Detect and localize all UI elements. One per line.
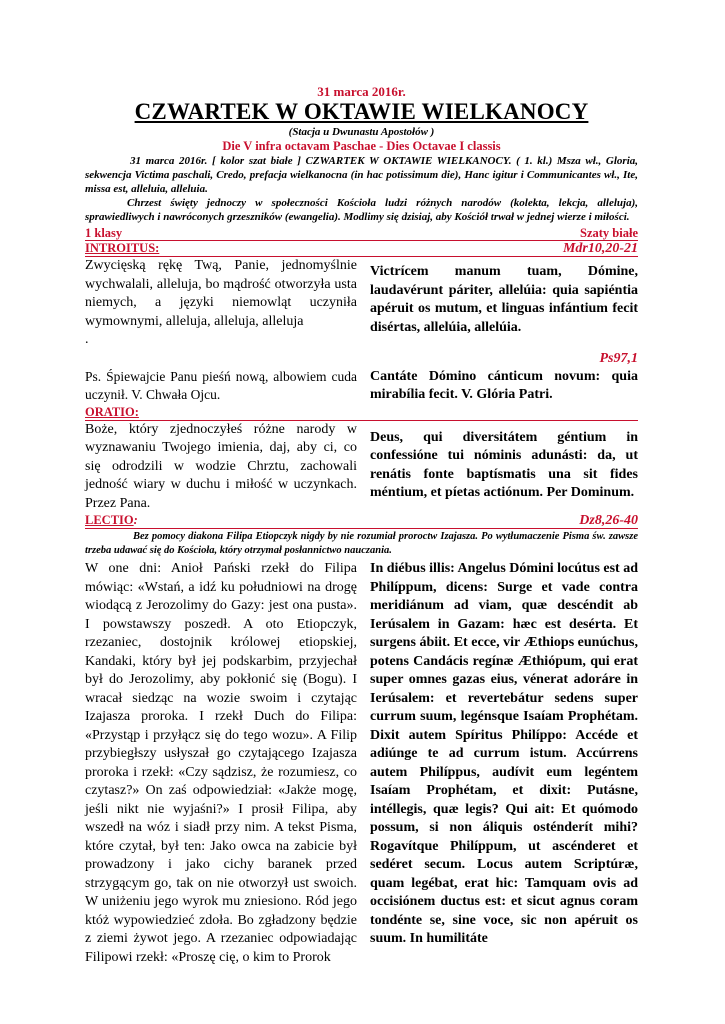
oratio-label: ORATIO: [85,404,139,419]
introitus-reference: Mdr10,20-21 [562,241,638,256]
psalm-reference: Ps97,1 [599,350,638,366]
introitus-latin [370,257,638,350]
lectio-label-text: LECTIO [85,513,134,527]
oratio-header [85,405,638,421]
class-row [85,226,638,241]
page-title: CZWARTEK W OKTAWIE WIELKANOCY [134,99,589,124]
page-date: 31 marca 2016r. [317,84,406,99]
introitus-polish-dot: . [85,332,89,347]
oratio-columns [85,421,638,514]
oratio-polish: Boże, który zjednoczyłeś różne narody w wyznawaniu Twojego imienia, daj, aby ci, co się odrodzili w wodzie Chrztu, zachowali jedność wiary w duchu i miłość w uczynkach. Przez Pana. [85,421,357,511]
introitus-polish-text: Zwycięską rękę Twą, Panie, jednomyślnie wychwalali, alleluja, bo mądrość otworzyła usta niemych, a języki niemowląt uczyniła wymownymi, alleluja, alleluja, alleluja [85,258,357,329]
lectio-polish: W one dni: Anioł Pański rzekł do Filipa mówiąc: «Wstań, a idź ku południowi na drogę wiodącą z Jerozolimy do Gazy: jest ona pusta». I powstawszy poszedł. A oto Etiopczyk, rzezaniec, dostojnik królowej etiopskiej, Kandaki, który był jej podskarbim, przyjechał był do Jerozolimy, aby pokłonić się (Bogu). I wracał siedząc na wozie swoim i czytając Izajasza proroka. I rzekł Duch do Filipa: «Przystąp i przyłącz się do tego wozu». A Filip przybiegłszy usłyszał go czytającego Izajasza proroka i rzekł: «Czy sądzisz, że rozumiesz, co czytasz?» On zaś odpowiedział: «Jakże mogę, jeśli nikt nie wyjaśni?» I prosił Filipa, aby wszedł na wóz i siadł przy nim. A tekst Pisma, które czytał, był ten: Jako owca na zabicie był prowadzony i jako cichy baranek przed strzygącym go, tak on nie otworzył ust swoich. W uniżeniu jego wyrok mu zniesiono. Ród jego któż wypowiedzieć zdoła. Bo zgładzony będzie z ziemi żywot jego. A rzezaniec odpowiadając Filipowi rzekł: «Proszę cię, o kim to Prorok [85,561,357,965]
introitus-latin-text: Victrícem manum tuam, Dómine, laudavérunt páriter, allelúia: quia sapiéntia apéruit os mutum, et linguas infántium fecit disértas, allelúia, allelúia. [370,264,638,335]
lectio-columns [85,560,638,967]
lectio-label-colon: : [133,513,138,527]
lectio-reference: Dz8,26-40 [579,513,638,528]
station-line: (Stacja u Dwunastu Apostołów ) [288,126,435,138]
lectio-label [85,513,138,528]
psalm-columns [85,368,638,405]
intro-commentary: Chrzest święty jednoczy w społeczności Kościoła ludzi różnych narodów (kolekta, lekcja, alleluja), sprawiedliwych i nawróconych grzeszników (ewangelia). Modlimy się dzisiaj, aby Kościół trwał w jednej wierze i miłości. [85,197,638,223]
introitus-polish [85,257,357,350]
intro-rubric: 31 marca 2016r. [ kolor szat białe ] CZWARTEK W OKTAWIE WIELKANOCY. ( 1. kl.) Msza wł., Gloria, sekwencja Victima paschali, Credo, prefacja wielkanocna (in hac potissimum die), Hanc igitur i Communicantes wł., Ite, missa est, alleluia, alleluia. [85,155,638,195]
introitus-columns [85,257,638,350]
lectio-note: Bez pomocy diakona Filipa Etiopczyk nigdy by nie rozumiał proroctw Izajasza. Po wytłumaczenie Pisma św. zawsze trzeba udawać się do Kościoła, który otrzymał posłannictwo nauczania. [85,531,638,556]
introitus-label: INTROITUS: [85,241,160,255]
psalm-polish: Ps. Śpiewajcie Panu pieśń nową, albowiem cuda uczynił. V. Chwała Ojcu. [85,368,357,402]
missal-page [85,84,638,967]
introitus-header [85,241,638,257]
latin-title: Die V infra octavam Paschae - Dies Octavae I classis [222,139,501,153]
lectio-header [85,513,638,529]
oratio-latin: Deus, qui diversitátem géntium in confessióne tui nóminis adunásti: da, ut renátis fonte baptísmatis una sit fides méntium, et píetas actiónum. Per Dominum. [370,429,638,500]
class-label: 1 klasy [85,226,123,240]
psalm-latin: Cantáte Dómino cánticum novum: quia mirabília fecit. V. Glória Patri. [370,368,638,402]
vestment-color-label: Szaty białe [580,226,638,240]
lectio-latin: In diébus illis: Angelus Dómini locútus est ad Philíppum, dicens: Surge et vade contra meridiánum ad viam, quæ descéndit ab Ierúsalem in Gazam: hæc est desérta. Et surgens ábiit. Et ecce, vir Æthiops eunúchus, potens Candácis regínæ Æthiópum, qui erat super omnes gazas eius, vénerat adoráre in Ierúsalem: et revertebátur sedens super currum suum, legénsque Isaíam Prophétam. Dixit autem Spíritus Philíppo: Accéde et adiúnge te ad currum istum. Accúrrens autem Philíppus, audívit eum legéntem Isaíam Prophétam, et dixit: Putásne, intéllegis, quæ legis? Qui ait: Et quómodo possum, si non áliquis osténderít mihi? Rogavítque Philíppum, ut ascénderet et sedéret secum. Locus autem Scriptúræ, quam legébat, erat hic: Tamquam ovis ad occisiónem ductus est: et sicut agnus coram tondénte se, sine voce, sic non apéruit os suum. In humilitáte [370,561,639,946]
